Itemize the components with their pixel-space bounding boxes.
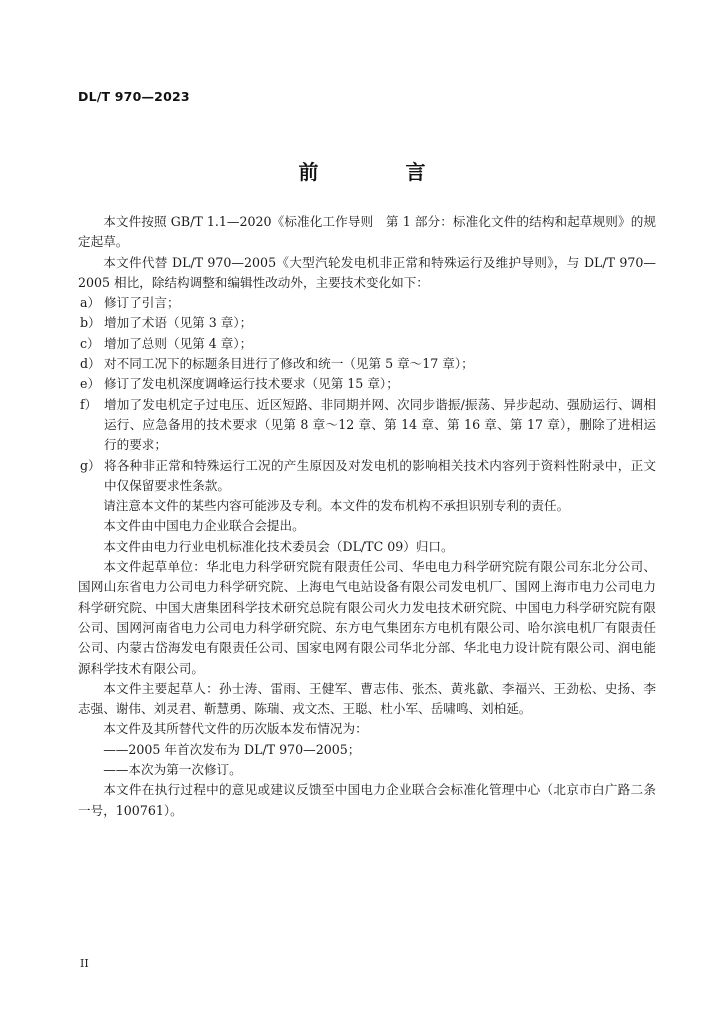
proposer-paragraph: 本文件由中国电力企业联合会提出。 xyxy=(103,518,305,534)
list-item-text: 对不同工况下的标题条目进行了修改和统一（见第 5 章～17 章）； xyxy=(104,356,474,372)
feedback-paragraph: 本文件在执行过程中的意见或建议反馈至中国电力企业联合会标准化管理中心（北京市白广路二条一号，100761）。 xyxy=(78,782,656,818)
changes-list xyxy=(78,293,656,496)
list-item xyxy=(78,334,656,354)
list-item-text: 修订了发电机深度调峰运行技术要求（见第 15 章）； xyxy=(104,376,399,392)
list-item-text: 增加了术语（见第 3 章）； xyxy=(104,315,253,331)
replacement-paragraph: 本文件代替 DL/T 970—2005《大型汽轮发电机非正常和特殊运行及维护导则》，与 DL/T 970—2005 相比，除结构调整和编辑性改动外，主要技术变化如下： xyxy=(78,254,656,290)
page-title: 前 言 xyxy=(298,160,466,184)
list-item-label: b） xyxy=(80,315,101,331)
list-item-text: 增加了总则（见第 4 章）； xyxy=(104,335,253,351)
list-item-label: f） xyxy=(80,396,98,412)
history-item: ——2005 年首次发布为 DL/T 970—2005； xyxy=(103,741,361,757)
list-item xyxy=(78,354,656,374)
document-code: DL/T 970—2023 xyxy=(78,89,190,104)
list-item-text: 将各种非正常和特殊运行工况的产生原因及对发电机的影响相关技术内容列于资料性附录中，正文中仅保留要求性条款。 xyxy=(104,457,656,493)
drafting-rules-paragraph: 本文件按照 GB/T 1.1—2020《标准化工作导则 第 1 部分：标准化文件的结构和起草规则》的规定起草。 xyxy=(78,214,656,250)
list-item-label: c） xyxy=(80,335,100,351)
drafting-units-paragraph: 本文件起草单位：华北电力科学研究院有限责任公司、华电电力科学研究院有限公司东北分公司、国网山东省电力公司电力科学研究院、上海电气电站设备有限公司发电机厂、国网上海市电力公司电力科学研究院、中国大唐集团科学技术研究总院有限公司火力发电技术研究院、中国电力科学研究院有限公司、国网河南省电力公司电力科学研究院、东方电气集团东方电机有限公司、哈尔滨电机厂有限责任公司、内蒙古岱海发电有限责任公司、国家电网有限公司华北分部、华北电力设计院有限公司、润电能源科学技术有限公司。 xyxy=(78,559,656,676)
history-item: ——本次为第一次修订。 xyxy=(103,762,242,778)
list-item-label: e） xyxy=(80,376,101,392)
list-item xyxy=(78,395,656,456)
history-intro-paragraph: 本文件及其所替代文件的历次版本发布情况为： xyxy=(103,721,368,737)
list-item xyxy=(78,374,656,394)
list-item-text: 增加了发电机定子过电压、近区短路、非同期并网、次同步谐振/振荡、异步起动、强励运行、调相运行、应急备用的技术要求（见第 8 章～12 章、第 14 章、第 16 章、第 17 章），删除了进相运行的要求； xyxy=(104,396,656,453)
patent-notice-paragraph: 请注意本文件的某些内容可能涉及专利。本文件的发布机构不承担识别专利的责任。 xyxy=(103,498,570,514)
list-item xyxy=(78,456,656,497)
foreword-body xyxy=(78,212,656,821)
list-item xyxy=(78,293,656,313)
list-item-label: g） xyxy=(80,457,101,473)
list-item-label: a） xyxy=(80,295,101,311)
committee-paragraph: 本文件由电力行业电机标准化技术委员会（DL/TC 09）归口。 xyxy=(103,538,454,554)
page-number: II xyxy=(80,957,89,970)
list-item-label: d） xyxy=(80,356,101,372)
list-item-text: 修订了引言； xyxy=(104,295,180,311)
drafters-paragraph: 本文件主要起草人：孙士涛、雷雨、王健军、曹志伟、张杰、黄兆歙、李福兴、王劲松、史扬、李志强、谢伟、刘灵君、靳慧勇、陈瑞、戎文杰、王聪、杜小军、岳啸鸣、刘柏延。 xyxy=(78,680,656,717)
list-item xyxy=(78,313,656,333)
